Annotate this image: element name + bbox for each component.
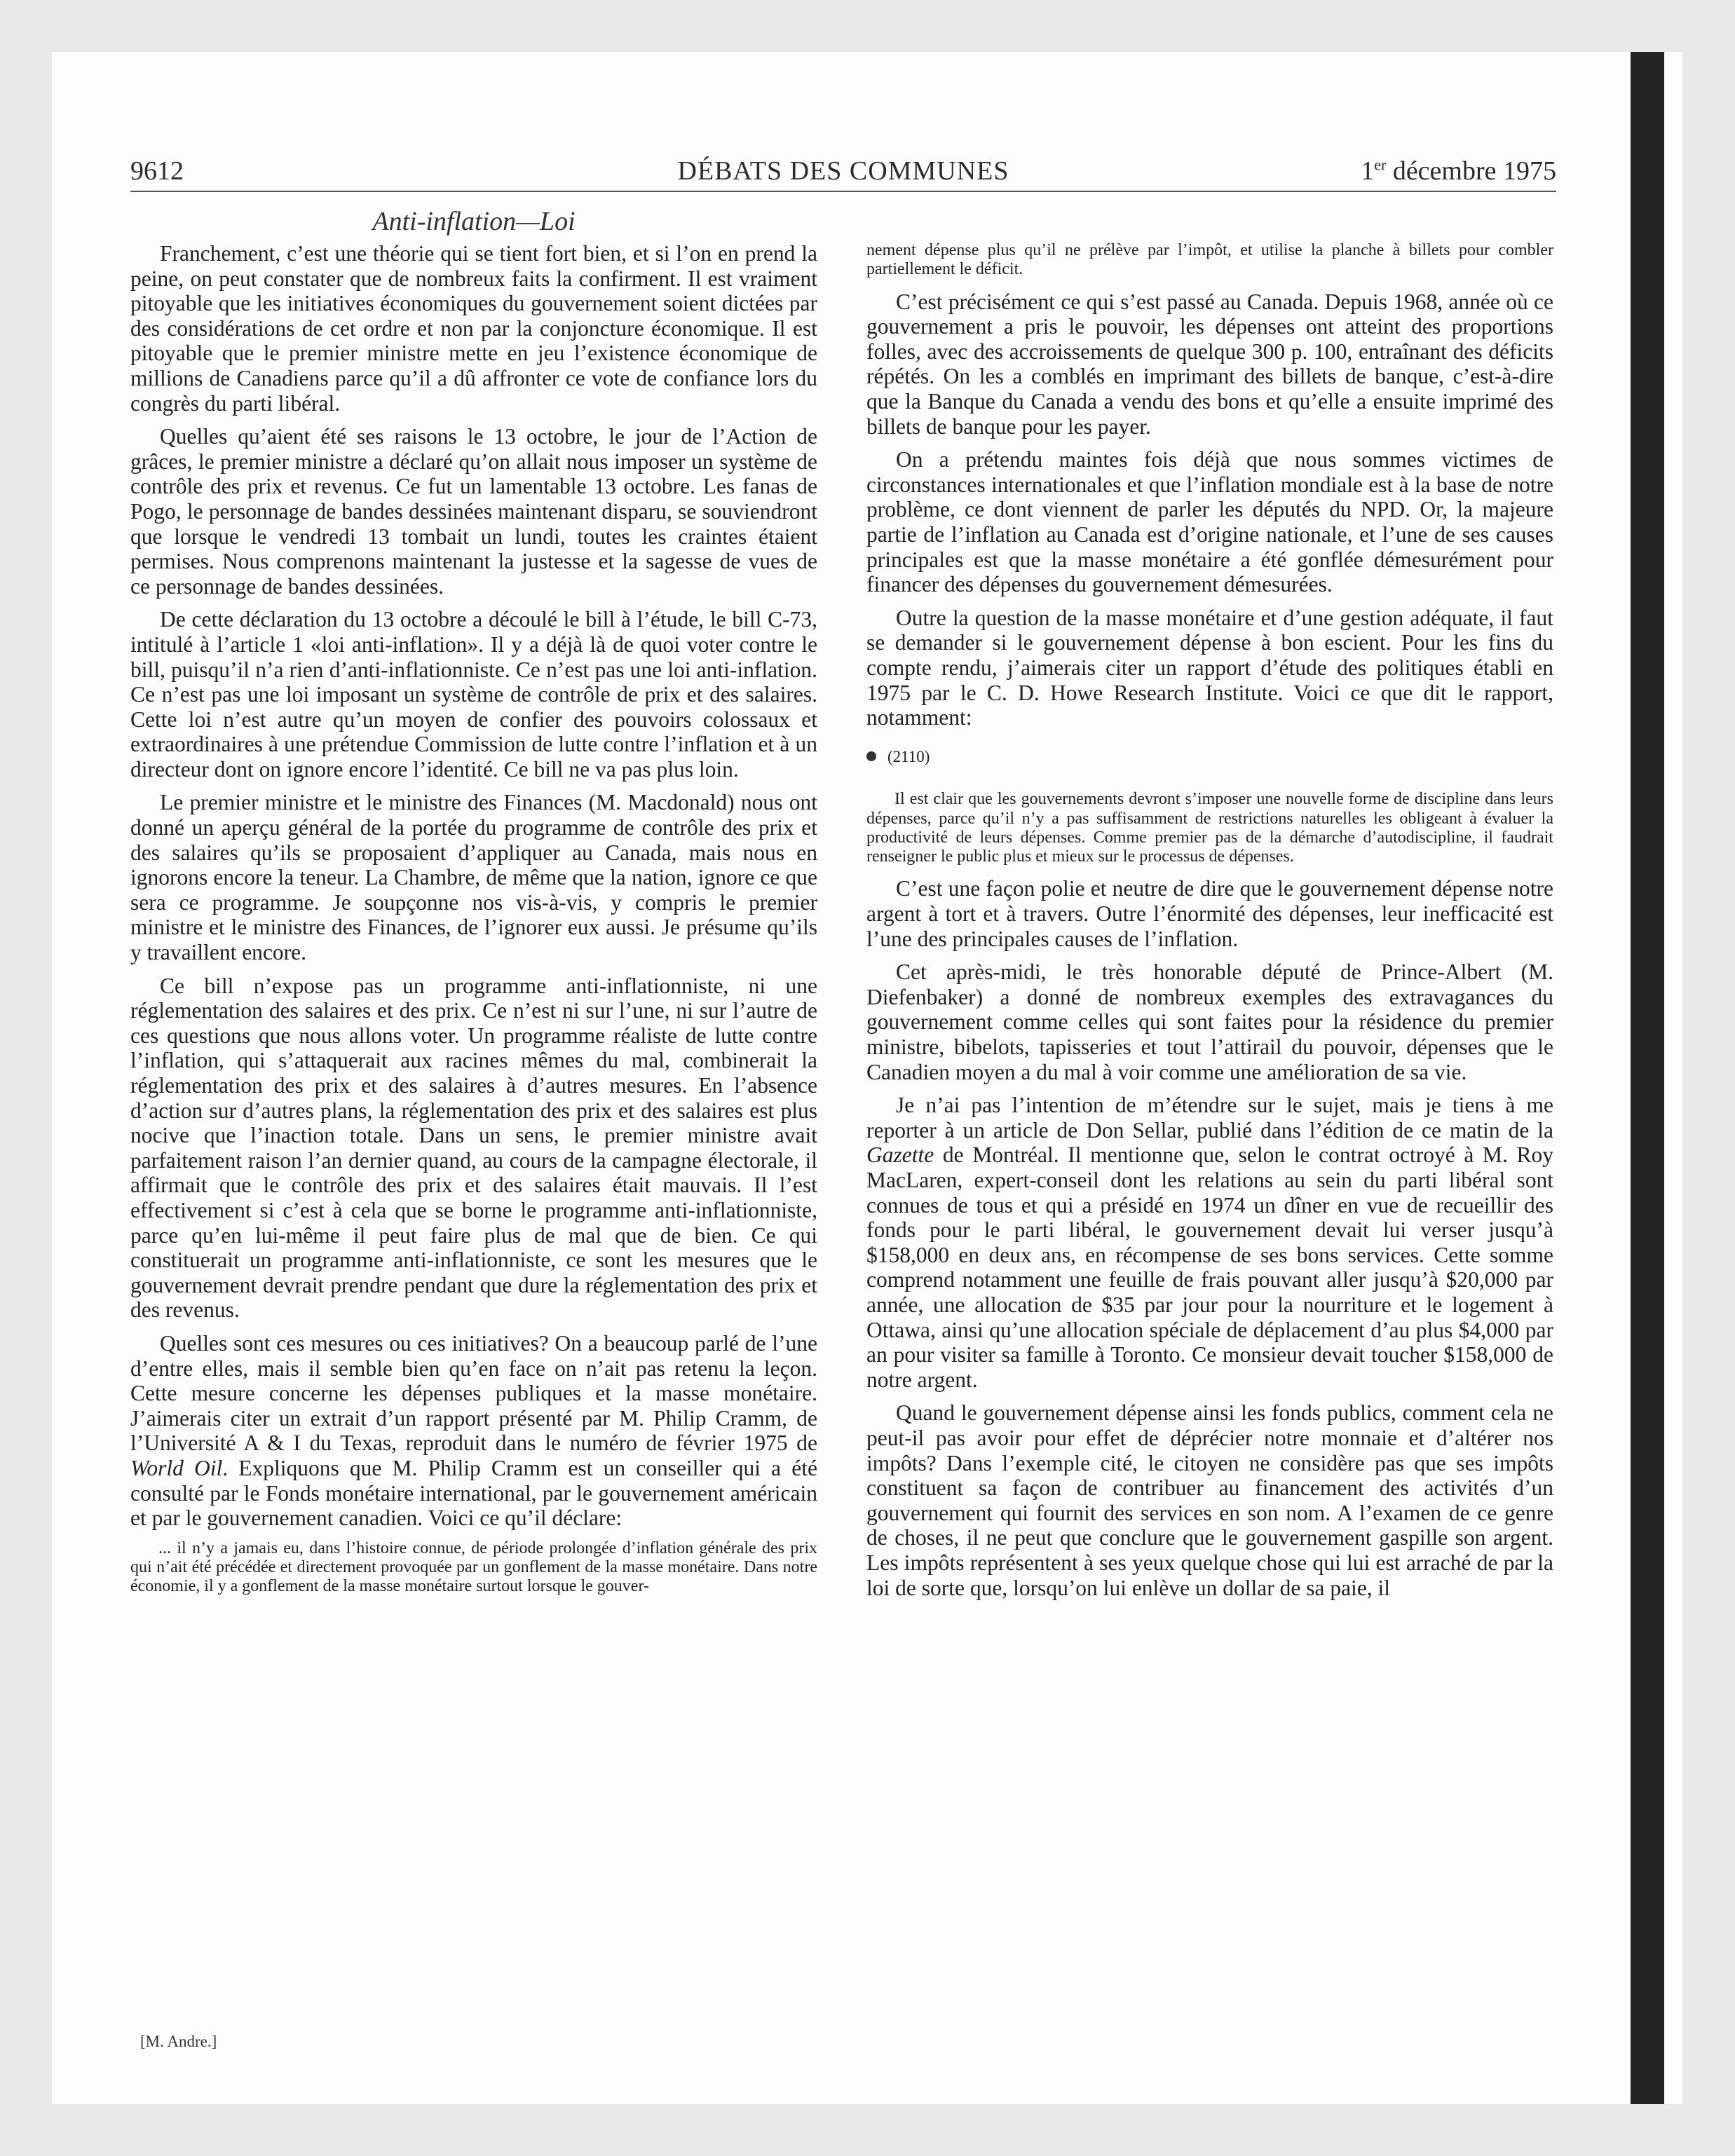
paragraph: Je n’ai pas l’intention de m’étendre sur le sujet, mais je tiens à me reporter à un article de Don Sellar, publié dans l’édition de ce matin de la Gazette de Montréal. Il mentionne que, selon le contrat octroyé à M. Roy MacLaren, expert-conseil dont les relations au sein du parti libéral sont connues de tous et qui a présidé en 1974 un dîner en vue de recueillir des fonds pour le parti libéral, le gouvernement devait lui verser jusqu’à $158,000 en deux ans, en récompense de ses bons services. Cette somme comprend notamment une feuille de frais pouvant aller jusqu’à $20,000 par année, une allocation de $35 par jour pour la nourriture et le logement à Ottawa, ainsi qu’une allocation spéciale de déplacement d’au plus $4,000 par an pour visiter sa famille à Toronto. Ce monsieur devait toucher $158,000 de notre argent. [866, 1093, 1553, 1392]
scan-edge-shadow [1631, 52, 1664, 2104]
paragraph: C’est précisément ce qui s’est passé au Canada. Depuis 1968, année où ce gouvernement a pris le pouvoir, les dépenses ont atteint des proportions folles, avec des accroissements de quelque 300 p. 100, entraînant des déficits répétés. On les a comblés en imprimant des billets de banque, c’est-à-dire que la Banque du Canada a vendu des bons et qu’elle a ensuite imprimé des billets de banque pour les payer. [866, 289, 1553, 439]
paragraph: Quand le gouvernement dépense ainsi les fonds publics, comment cela ne peut-il pas avoir pour effet de déprécier notre monnaie et d’altérer nos impôts? Dans l’exemple cité, le citoyen ne considère pas que ses impôts constituent sa façon de contribuer au financement des activités d’un gouvernement qui fournit des services en son nom. A l’examen de ce genre de choses, il ne peut que conclure que le gouvernement gaspille son argent. Les impôts représentent à ses yeux quelque chose qui lui est arraché de par la loi de sorte que, lorsqu’on lui enlève un dollar de sa paie, il [866, 1400, 1553, 1600]
paragraph: Quelles qu’aient été ses raisons le 13 octobre, le jour de l’Action de grâces, le premier ministre a déclaré qu’on allait nous imposer un système de contrôle des prix et revenus. Ce fut un lamentable 13 octobre. Les fanas de Pogo, le personnage de bandes dessinées maintenant disparu, se souviendront que lorsque le vendredi 13 tombait un lundi, toutes les craintes étaient permises. Nous comprenons maintenant la justesse et la sagesse de vues de ce personnage de bandes dessinées. [130, 424, 817, 599]
block-quote-continued: nement dépense plus qu’il ne prélève par l’impôt, et utilise la planche à billets pour combler partiellement le déficit. [866, 241, 1553, 279]
paragraph: Ce bill n’expose pas un programme anti-inflationniste, ni une réglementation des salaires et des prix. Ce n’est ni sur l’une, ni sur l’autre de ces questions que nous allons voter. Un programme réaliste de lutte contre l’inflation, qui s’attaquerait aux racines mêmes du mal, combinerait la réglementation des prix et des salaires à d’autres mesures. En l’absence d’action sur d’autres plans, la réglementation des prix et des salaires est plus nocive que l’inaction totale. Dans un sens, le premier ministre avait parfaitement raison l’an dernier quand, au cours de la campagne électorale, il affirmait que le contrôle des prix et des salaires était mauvais. Il l’est effectivement si c’est à cela que se borne le programme anti-inflationniste, parce qu’en lui-même il peut faire plus de mal que de bien. Ce qui constituerait un programme anti-inflationniste, ce sont les mesures que le gouvernement devrait prendre pendant que dure la réglementation des prix et des revenus. [130, 973, 817, 1323]
paragraph: Cet après-midi, le très honorable député de Prince-Albert (M. Diefenbaker) a donné de nombreux exemples des extravagances du gouvernement comme celles qui sont faites pour la résidence du premier ministre, bibelots, tapisseries et tout l’attirail du pouvoir, dépenses que le Canadien moyen a du mal à voir comme une amélioration de sa vie. [866, 960, 1553, 1084]
bullet-dot-icon [866, 751, 876, 761]
paragraph: Le premier ministre et le ministre des Finances (M. Macdonald) nous ont donné un aperçu général de la portée du programme de contrôle des prix et des salaires qu’ils se proposaient d’appliquer au Canada, mais nous en ignorons encore la teneur. La Chambre, de même que la nation, ignore ce que sera ce programme. Je soupçonne nos vis-à-vis, y compris le premier ministre et le ministre des Finances, de l’ignorer eux aussi. Je présume qu’ils y travaillent encore. [130, 790, 817, 965]
time-marker [866, 744, 1553, 770]
left-column [130, 241, 817, 1606]
newspaper-name: Gazette [866, 1142, 934, 1168]
section-subheading: Anti-inflation—Loi [372, 207, 576, 236]
paragraph: Quelles sont ces mesures ou ces initiatives? On a beaucoup parlé de l’une d’entre elles, mais il semble bien qu’en face on n’ait pas retenu la leçon. Cette mesure concerne les dépenses publiques et la masse monétaire. J’aimerais citer un extrait d’un rapport présenté par M. Philip Cramm, de l’Université A & I du Texas, reproduit dans le numéro de février 1975 de World Oil. Expliquons que M. Philip Cramm est un conseiller qui a été consulté par le Fonds monétaire international, par le gouvernement américain et par le gouvernement canadien. Voici ce qu’il déclare: [130, 1330, 817, 1531]
time-marker-label: (2110) [887, 747, 930, 765]
paragraph: Franchement, c’est une théorie qui se tient fort bien, et si l’on en prend la peine, on peut constater que de nombreux faits la confirment. Il est vraiment pitoyable que les initiatives économiques du gouvernement soient dictées par des considérations de cet ordre et non par la conjoncture économique. Il est pitoyable que le premier ministre mette en jeu l’existence économique de millions de Canadiens parce qu’il a dû affronter ce vote de confiance lors du congrès du parti libéral. [130, 241, 817, 416]
publication-title: DÉBATS DES COMMUNES [677, 156, 1009, 186]
paragraph: Outre la question de la masse monétaire et d’une gestion adéquate, il faut se demander si le gouvernement dépense à bon escient. Pour les fins du compte rendu, j’aimerais citer un rapport d’étude des politiques établi en 1975 par le C. D. Howe Research Institute. Voici ce que dit le rapport, notamment: [866, 605, 1553, 730]
publication-name: World Oil [130, 1455, 223, 1480]
issue-date: 1er décembre 1975 [1361, 156, 1556, 186]
right-column [866, 241, 1553, 1609]
block-quote: ... il n’y a jamais eu, dans l’histoire connue, de période prolongée d’inflation générale des prix qui n’ait été précédée et directement provoquée par un gonflement de la masse monétaire. Dans notre économie, il y a gonflement de la masse monétaire surtout lorsque le gouver- [130, 1538, 817, 1596]
speaker-attribution: [M. Andre.] [140, 2033, 217, 2050]
paragraph: De cette déclaration du 13 octobre a découlé le bill à l’étude, le bill C-73, intitulé à l’article 1 «loi anti-inflation». Il y a déjà là de quoi voter contre le bill, puisqu’il n’a rien d’anti-inflationniste. Ce n’est pas une loi anti-inflation. Ce n’est pas une loi imposant un système de contrôle de prix et des salaires. Cette loi n’est autre qu’un moyen de confier des pouvoirs colossaux et extraordinaires à une prétendue Commission de lutte contre l’inflation et à un directeur dont on ignore encore l’identité. Ce bill ne va pas plus loin. [130, 607, 817, 782]
paragraph: On a prétendu maintes fois déjà que nous sommes victimes de circonstances internationales et que l’inflation mondiale est à la base de notre problème, ce dont viennent de parler les députés du NPD. Or, la majeure partie de l’inflation au Canada est d’origine nationale, et l’une de ses causes principales est que la masse monétaire a été gonflée démesurément pour financer des dépenses du gouvernement démesurées. [866, 447, 1553, 597]
page-header [130, 156, 1556, 192]
block-quote: Il est clair que les gouvernements devront s’imposer une nouvelle forme de discipline dans leurs dépenses, parce qu’il n’y a pas suffisamment de restrictions naturelles les obligeant à évaluer la productivité de leurs dépenses. Comme premier pas de la démarche d’autodiscipline, il faudrait renseigner le public plus et mieux sur le processus de dépenses. [866, 790, 1553, 866]
page-number: 9612 [130, 156, 184, 186]
paragraph: C’est une façon polie et neutre de dire que le gouvernement dépense notre argent à tort et à travers. Outre l’énormité des dépenses, leur inefficacité est l’une des principales causes de l’inflation. [866, 876, 1553, 951]
